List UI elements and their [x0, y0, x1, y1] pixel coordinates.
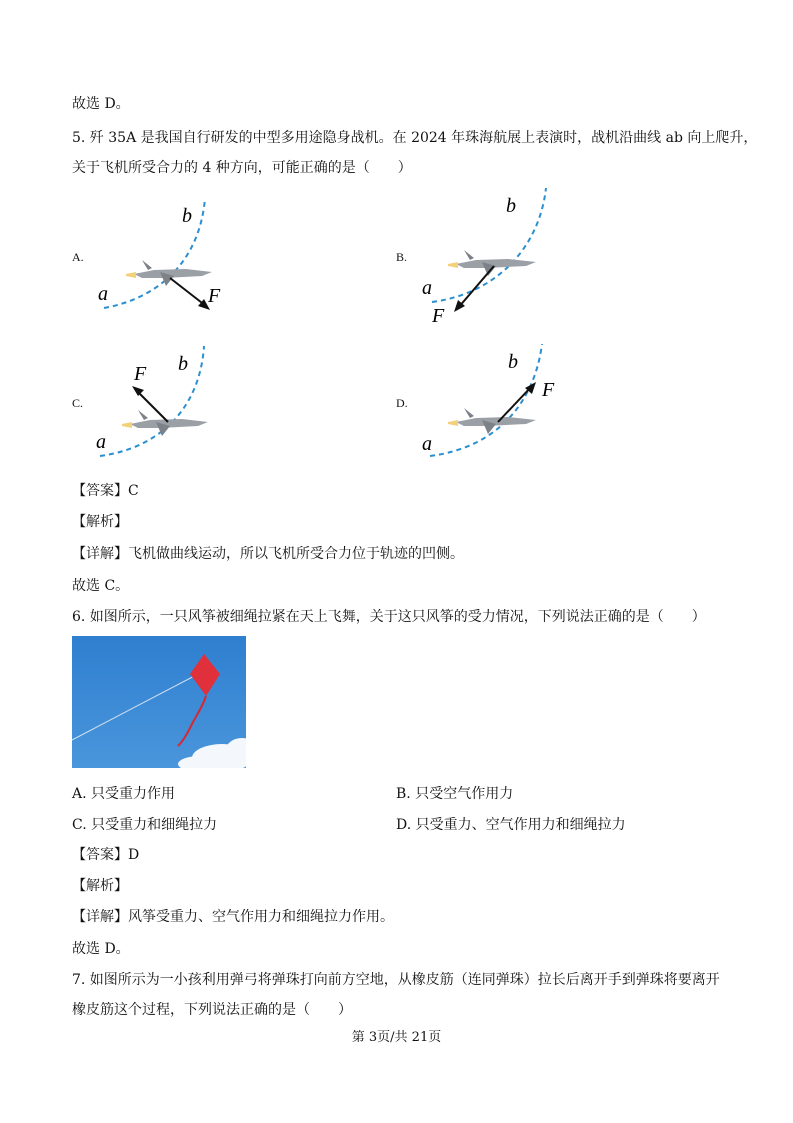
q5-stem-line1: 5. 歼 35A 是我国自行研发的中型多用途隐身战机。在 2024 年珠海航展上表演时，战机沿曲线 ab 向上爬升， — [72, 130, 758, 146]
q6-detail: 【详解】风筝受重力、空气作用力和细绳拉力作用。 — [72, 909, 394, 925]
q5-answer: 【答案】C — [72, 483, 139, 499]
label-f: F — [432, 305, 445, 327]
q6-choice-b: B. 只受空气作用力 — [396, 786, 514, 802]
label-a: a — [96, 431, 106, 453]
label-f: F — [542, 379, 555, 401]
label-b: b — [178, 353, 188, 375]
jet-icon — [448, 250, 536, 276]
q6-choice-c: C. 只受重力和细绳拉力 — [72, 817, 218, 833]
q5-analysis-heading: 【解析】 — [72, 514, 128, 530]
label-b: b — [182, 205, 192, 227]
jet-icon — [122, 410, 208, 436]
option-c-label: C. — [72, 396, 84, 410]
label-f: F — [134, 363, 147, 385]
force-arrow — [170, 278, 206, 306]
q6-analysis-heading: 【解析】 — [72, 878, 128, 894]
option-b-figure — [414, 184, 574, 327]
page-footer: 第 3页/共 21页 — [351, 1030, 442, 1045]
kite-photo — [72, 636, 246, 768]
q5-stem-line2: 关于飞机所受合力的 4 种方向，可能正确的是（ ） — [72, 160, 412, 176]
label-f: F — [208, 285, 221, 307]
trajectory-curve — [432, 188, 546, 302]
option-a-figure — [90, 190, 250, 320]
option-b-label: B. — [396, 250, 408, 264]
force-arrow — [136, 390, 168, 422]
q6-stem: 6. 如图所示，一只风筝被细绳拉紧在天上飞舞，关于这只风筝的受力情况，下列说法正确的是（ ） — [72, 609, 706, 625]
jet-icon — [448, 408, 536, 434]
q6-choice-a: A. 只受重力作用 — [72, 786, 176, 802]
q5-detail: 【详解】飞机做曲线运动，所以飞机所受合力位于轨迹的凹侧。 — [72, 546, 464, 562]
q7-stem-line1: 7. 如图所示为一小孩利用弹弓将弹珠打向前方空地，从橡皮筋（连同弹珠）拉长后离开手到弹珠将要离开 — [72, 972, 720, 988]
label-a: a — [422, 433, 432, 455]
label-a: a — [98, 283, 108, 305]
option-a-label: A. — [72, 250, 84, 264]
prev-conclusion: 故选 D。 — [72, 96, 130, 112]
q5-conclusion: 故选 C。 — [72, 578, 130, 594]
option-c-figure — [90, 342, 250, 467]
option-d-label: D. — [396, 396, 408, 410]
force-arrow — [458, 266, 494, 308]
q6-answer: 【答案】D — [72, 847, 140, 863]
label-a: a — [422, 277, 432, 299]
label-b: b — [506, 195, 516, 217]
q6-conclusion: 故选 D。 — [72, 941, 130, 957]
option-d-figure — [414, 342, 574, 467]
label-b: b — [508, 351, 518, 373]
force-arrow — [498, 386, 532, 422]
trajectory-curve — [430, 344, 542, 456]
q7-stem-line2: 橡皮筋这个过程，下列说法正确的是（ ） — [72, 1002, 352, 1018]
trajectory-curve — [100, 346, 204, 456]
q6-choice-d: D. 只受重力、空气作用力和细绳拉力 — [396, 817, 626, 833]
jet-icon — [126, 260, 212, 286]
